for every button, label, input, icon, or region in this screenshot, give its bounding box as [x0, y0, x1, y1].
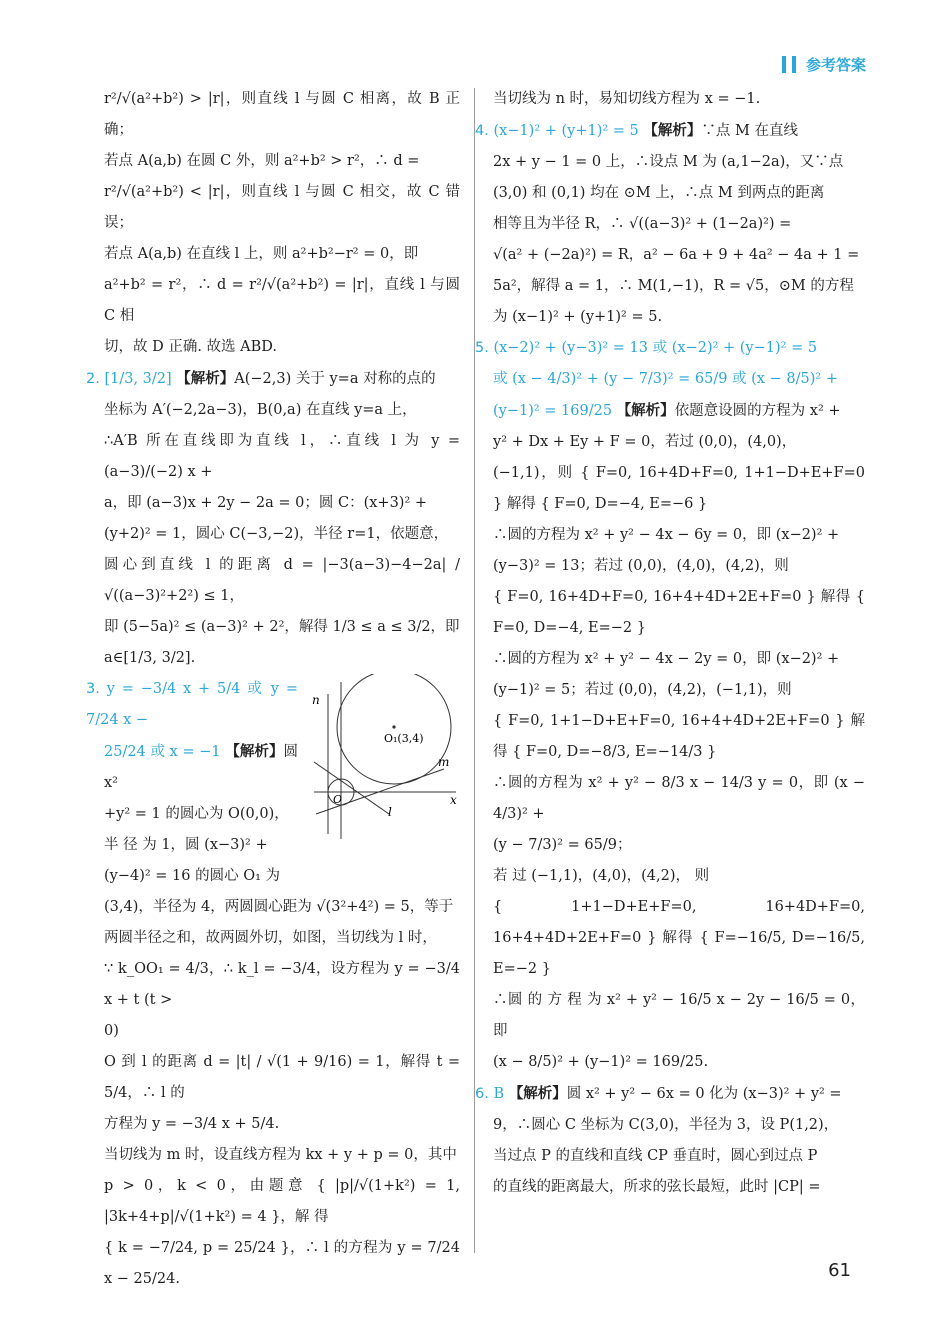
analysis-tag: 【解析】	[176, 370, 235, 387]
text-line: 5a²，解得 a = 1，∴ M(1,−1)，R = √5，⊙M 的方程	[493, 278, 854, 294]
text-line: 两圆半径之和，故两圆外切，如图，当切线为 l 时，	[104, 930, 437, 946]
text-line: (−1,1)，则 { F=0, 16+4D+F=0, 1+1−D+E+F=0 } 解得 { F=0, D=−4, E=−6 }	[493, 465, 865, 512]
text-line: 切，故 D 正确. 故选 ABD.	[104, 339, 278, 355]
text-line: (y−4)² = 16 的圆心 O₁ 为	[104, 868, 281, 884]
text-line: (3,0) 和 (0,1) 均在 ⊙M 上，∴点 M 到两点的距离	[493, 185, 825, 201]
text-line: 当切线为 m 时，设直线方程为 kx + y + p = 0，其中	[104, 1147, 457, 1163]
text-line: (y−1)² = 5；若过 (0,0)，(4,2)，(−1,1)，则	[493, 682, 792, 698]
header-bar-2	[792, 56, 796, 73]
text-line: r²/√(a²+b²) > |r|，则直线 l 与圆 C 相离，故 B 正确；	[104, 91, 460, 138]
center-o1	[392, 725, 395, 728]
question-number: 2.	[86, 371, 100, 387]
question-number: 3.	[86, 681, 100, 697]
text-line: a，即 (a−3)x + 2y − 2a = 0；圆 C：(x+3)² +	[104, 495, 428, 511]
text-line: ∵点 M 在直线	[701, 123, 798, 139]
question-4-head	[475, 115, 865, 147]
text-line: 若点 A(a,b) 在圆 C 外，则 a²+b² > r²，∴ d =	[104, 153, 420, 169]
text-line: 为 (x−1)² + (y+1)² = 5.	[493, 309, 663, 325]
label-o: O	[333, 793, 343, 806]
tangent-l	[314, 762, 389, 814]
question-3-block	[86, 674, 460, 1295]
text-line: 圆 x² + y² − 6x = 0 化为 (x−3)² + y² =	[566, 1086, 842, 1102]
text-line: 若点 A(a,b) 在直线 l 上，则 a²+b²−r² = 0，即	[104, 246, 419, 262]
question-answer: 或 (x − 4/3)² + (y − 7/3)² = 65/9 或 (x − 8/5)² +	[493, 371, 838, 387]
text-line: ∴圆 的 方 程 为 x² + y² − 16/5 x − 2y − 16/5 = 0，即	[493, 992, 865, 1039]
question-number: 5.	[475, 340, 489, 356]
text-line: ∵ k_OO₁ = 4/3，∴ k_l = −3/4，设方程为 y = −3/4 x + t (t >	[104, 961, 460, 1008]
text-line: 当过点 P 的直线和直线 CP 垂直时，圆心到过点 P	[493, 1148, 818, 1164]
text-line: A(−2,3) 关于 y=a 对称的点的	[234, 371, 436, 387]
question-6-head	[475, 1078, 865, 1110]
text-line: (x − 8/5)² + (y−1)² = 169/25.	[493, 1054, 709, 1070]
label-n: n	[312, 693, 320, 707]
text-line: +y² = 1 的圆心为 O(0,0)，	[104, 806, 289, 822]
figure-svg	[304, 674, 460, 844]
question-answer: (x−1)² + (y+1)² = 5	[493, 123, 639, 139]
text-line: O 到 l 的距离 d = |t| / √(1 + 9/16) = 1，解得 t = 5/4，∴ l 的	[104, 1054, 460, 1101]
question-answer: y = −3/4 x + 5/4 或 y = 7/24 x −	[86, 681, 298, 728]
text-line: 圆 x²	[104, 744, 298, 791]
text-line: (y − 7/3)² = 65/9；	[493, 837, 632, 853]
text-line: 0)	[104, 1023, 119, 1039]
text-line: a²+b² = r²，∴ d = r²/√(a²+b²) = |r|，直线 l 与圆 C 相	[104, 277, 460, 324]
big-circle	[337, 674, 451, 784]
analysis-tag: 【解析】	[643, 122, 702, 139]
text-line: p > 0，k < 0，由题意 { |p|/√(1+k²) = 1, |3k+4+p|/√(1+k²) = 4 }，解 得	[104, 1178, 460, 1225]
text-line: 半 径 为 1，圆 (x−3)² +	[104, 837, 268, 853]
section-header	[782, 54, 866, 75]
question-answer: B	[493, 1086, 505, 1102]
text-line: 方程为 y = −3/4 x + 5/4.	[104, 1116, 280, 1132]
text-line: { F=0, 16+4D+F=0, 16+4+4D+2E+F=0 } 解得 { F=0, D=−4, E=−2 }	[493, 589, 865, 636]
text-line: { 1+1−D+E+F=0, 16+4D+F=0, 16+4+4D+2E+F=0 } 解得 { F=−16/5, D=−16/5, E=−2 }	[493, 899, 865, 977]
question-number: 4.	[475, 123, 489, 139]
left-column	[86, 84, 460, 1295]
label-o1: O₁(3,4)	[384, 732, 424, 745]
analysis-tag: 【解析】	[508, 1085, 567, 1102]
question-5-head	[475, 333, 865, 364]
question-number: 6.	[475, 1086, 489, 1102]
text-line: 依题意设圆的方程为 x² +	[674, 403, 841, 419]
text-line: { k = −7/24, p = 25/24 }，∴ l 的方程为 y = 7/24 x − 25/24.	[104, 1240, 460, 1287]
label-l: l	[388, 805, 392, 819]
text-line: { F=0, 1+1−D+E+F=0, 16+4+4D+2E+F=0 } 解得 { F=0, D=−8/3, E=−14/3 }	[493, 713, 865, 760]
text-line: √(a² + (−2a)²) = R，a² − 6a + 9 + 4a² − 4a + 1 =	[493, 247, 860, 263]
page-number: 61	[828, 1260, 851, 1281]
label-m: m	[438, 755, 450, 769]
question-answer: (x−2)² + (y−3)² = 13 或 (x−2)² + (y−1)² = 5	[493, 340, 818, 356]
text-line: 9，∴圆心 C 坐标为 C(3,0)，半径为 3，设 P(1,2)，	[493, 1117, 839, 1133]
label-x: x	[450, 793, 457, 807]
question-answer: 25/24 或 x = −1	[104, 744, 221, 760]
header-bar-1	[782, 56, 786, 73]
analysis-tag: 【解析】	[616, 402, 675, 419]
text-line: y² + Dx + Ey + F = 0，若过 (0,0)，(4,0)，	[493, 434, 797, 450]
text-line	[493, 395, 865, 427]
right-column	[475, 84, 865, 1203]
tangent-circles-figure	[304, 674, 460, 844]
text-line: (y−3)² = 13；若过 (0,0)，(4,0)，(4,2)，则	[493, 558, 789, 574]
text-line: 若 过 (−1,1)，(4,0)，(4,2)， 则	[493, 868, 710, 884]
text-line: 2x + y − 1 = 0 上，∴设点 M 为 (a,1−2a)，又∵点	[493, 154, 844, 170]
text-line: ∴圆的方程为 x² + y² − 4x − 2y = 0，即 (x−2)² +	[493, 651, 840, 667]
text-line: ∴A′B 所在直线即为直线 l，∴直线 l 为 y = (a−3)/(−2) x +	[104, 433, 460, 480]
analysis-tag: 【解析】	[225, 743, 284, 760]
question-answer: [1/3, 3/2]	[104, 371, 172, 387]
text-line: 即 (5−5a)² ≤ (a−3)² + 2²，解得 1/3 ≤ a ≤ 3/2，即	[104, 619, 460, 635]
text-line: ∴圆的方程为 x² + y² − 8/3 x − 14/3 y = 0，即 (x − 4/3)² +	[493, 775, 865, 822]
text-line: a∈[1/3, 3/2].	[104, 650, 196, 666]
text-line: r²/√(a²+b²) < |r|，则直线 l 与圆 C 相交，故 C 错误；	[104, 184, 460, 231]
text-line: 的直线的距离最大，所求的弦长最短，此时 |CP| =	[493, 1179, 821, 1195]
section-label: 参考答案	[805, 56, 866, 74]
text-line: (3,4)，半径为 4，两圆圆心距为 √(3²+4²) = 5，等于	[104, 899, 454, 915]
text-line: 当切线为 n 时，易知切线方程为 x = −1.	[493, 91, 761, 107]
text-line: 圆心到直线 l 的距离 d = |−3(a−3)−4−2a| / √((a−3)²+2²) ≤ 1，	[104, 557, 460, 604]
text-line: ∴圆的方程为 x² + y² − 4x − 6y = 0，即 (x−2)² +	[493, 527, 840, 543]
text-line: 相等且为半径 R，∴ √((a−3)² + (1−2a)²) =	[493, 216, 792, 232]
question-2-head	[86, 363, 460, 395]
text-line: 坐标为 A′(−2,2a−3)，B(0,a) 在直线 y=a 上，	[104, 402, 417, 418]
text-line: (y+2)² = 1，圆心 C(−3,−2)，半径 r=1，依题意，	[104, 526, 449, 542]
question-answer: (y−1)² = 169/25	[493, 403, 613, 419]
